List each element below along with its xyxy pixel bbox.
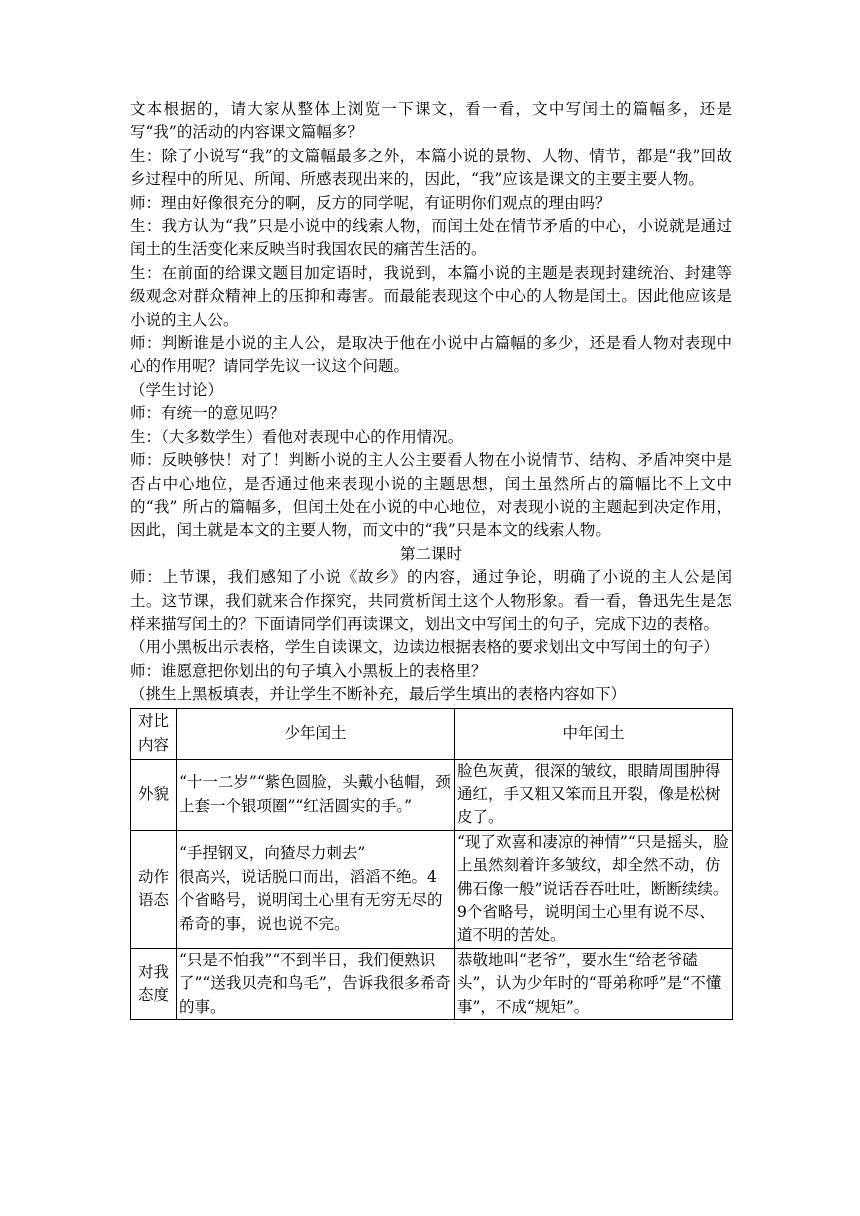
row-label-line: 动作: [137, 867, 169, 886]
paragraph: 师：判断谁是小说的主人公，是取决于他在小说中占篇幅的多少，还是看人物对表现中心的作用呢？请同学先议一议这个问题。: [130, 334, 732, 376]
row-label-line: 态度: [137, 985, 169, 1004]
header-compare-content: [131, 708, 177, 759]
comparison-table: [130, 708, 733, 1020]
header-middle-runtu: 中年闰土: [455, 708, 733, 759]
paragraph: 生：除了小说写“我”的文篇幅最多之外，本篇小说的景物、人物、情节，都是“我”回故乡过程中的所见、所闻、所感表现出来的，因此，“我”应该是课文的主要主要人物。: [130, 146, 732, 189]
header-line: 对比: [137, 712, 169, 731]
paragraph: （用小黑板出示表格，学生自读课文，边读边根据表格的要求划出文中写闰土的句子）: [130, 638, 720, 657]
cell-line: “十一二岁”“紫色圆脸，头戴小毡帽，颈上套一个银项圈”“红活圆实的手。”: [179, 773, 451, 815]
row-label: [131, 830, 177, 948]
paragraph: （挑生上黑板填表，并让学生不断补充，最后学生填出的表格内容如下）: [130, 685, 627, 704]
young-cell: [177, 830, 455, 948]
middle-cell: [455, 948, 733, 1019]
row-label-line: 外貌: [137, 784, 169, 803]
cell-line: 恭敬地叫“老爷”，要水生“给老爷磕头”，认为少年时的“哥弟称呼”是“不懂事”，不成“规矩”。: [457, 950, 722, 1016]
row-label: [131, 759, 177, 830]
table-row: [131, 759, 733, 830]
paragraph: 师：反映够快！对了！判断小说的主人公主要看人物在小说情节、结构、矛盾冲突中是否占中心地位，是否通过他来表现小说的主题思想，闰土虽然所占的篇幅比不上文中的“我” 所占的篇幅多，但闰土处在小说的中心地位，对表现小说的主题起到决定作用，因此，闰土就是本文的主要人物，而文中的“我”只是本文的线索人物。: [130, 451, 732, 540]
row-label-line: 对我: [137, 962, 169, 981]
table-row: [131, 948, 733, 1019]
cell-line: 9个省略号，说明闰土心里有说不尽、道不明的苦处。: [457, 903, 715, 945]
young-cell: [177, 948, 455, 1019]
header-line: 内容: [137, 735, 169, 754]
table-header-row: [131, 708, 733, 759]
cell-line: 脸色灰黄，很深的皱纹，眼睛周围肿得通红，手又粗又笨而且开裂，像是松树皮了。: [457, 761, 721, 827]
paragraphs-top: [130, 98, 732, 543]
table-row: [131, 830, 733, 948]
paragraph: 文本根据的，请大家从整体上浏览一下课文，看一看，文中写闰土的篇幅多，还是写“我”的活动的内容课文篇幅多？: [130, 100, 732, 142]
paragraph: 师：理由好像很充分的啊，反方的同学呢，有证明你们观点的理由吗？: [130, 193, 611, 212]
paragraph: （学生讨论）: [130, 380, 224, 399]
row-label: [131, 948, 177, 1019]
paragraph: 生：在前面的给课文题目加定语时，我说到，本篇小说的主题是表现封建统治、封建等级观念对群众精神上的压抑和毒害。而最能表现这个中心的人物是闰土。因此他应该是小说的主人公。: [130, 263, 732, 329]
cell-line: “只是不怕我”“不到半日，我们便熟识了”“送我贝壳和鸟毛”，告诉我很多希奇的事。: [179, 950, 451, 1016]
row-label-line: 语态: [137, 891, 169, 910]
section-title: 第二课时: [399, 544, 462, 563]
header-young-runtu: 少年闰土: [177, 708, 455, 759]
paragraph: 生：我方认为“我”只是小说中的线索人物，而闰土处在情节矛盾的中心，小说就是通过闰土的生活变化来反映当时我国农民的痛苦生活的。: [130, 217, 732, 259]
young-cell: [177, 759, 455, 830]
paragraph: 师：上节课，我们感知了小说《故乡》的内容，通过争论，明确了小说的主人公是闰土。这节课，我们就来合作探究，共同赏析闰土这个人物形象。看一看，鲁迅先生是怎样来描写闰土的？下面请同学们再读课文，划出文中写闰土的句子，完成下边的表格。: [130, 568, 732, 633]
middle-cell: [455, 759, 733, 830]
cell-line: 很高兴，说话脱口而出，滔滔不绝。4个省略号，说明闰土心里有无穷无尽的希奇的事，说也说不完。: [179, 867, 443, 933]
middle-cell: [455, 830, 733, 948]
cell-line: “现了欢喜和凄凉的神情”“只是摇头，脸上虽然刻着许多皱纹，却全然不动，仿佛石像一般”说话吞吞吐吐，断断续续。: [457, 832, 729, 898]
paragraph: 生：（大多数学生）看他对表现中心的作用情况。: [130, 427, 464, 446]
paragraph: 师：谁愿意把你划出的句子填入小黑板上的表格里？: [130, 661, 487, 680]
document-page: [130, 98, 732, 1020]
cell-line: “手捏钢叉，向猹尽力刺去”: [179, 844, 366, 863]
paragraphs-bottom: [130, 566, 732, 706]
paragraph: 师：有统一的意见吗？: [130, 404, 286, 423]
